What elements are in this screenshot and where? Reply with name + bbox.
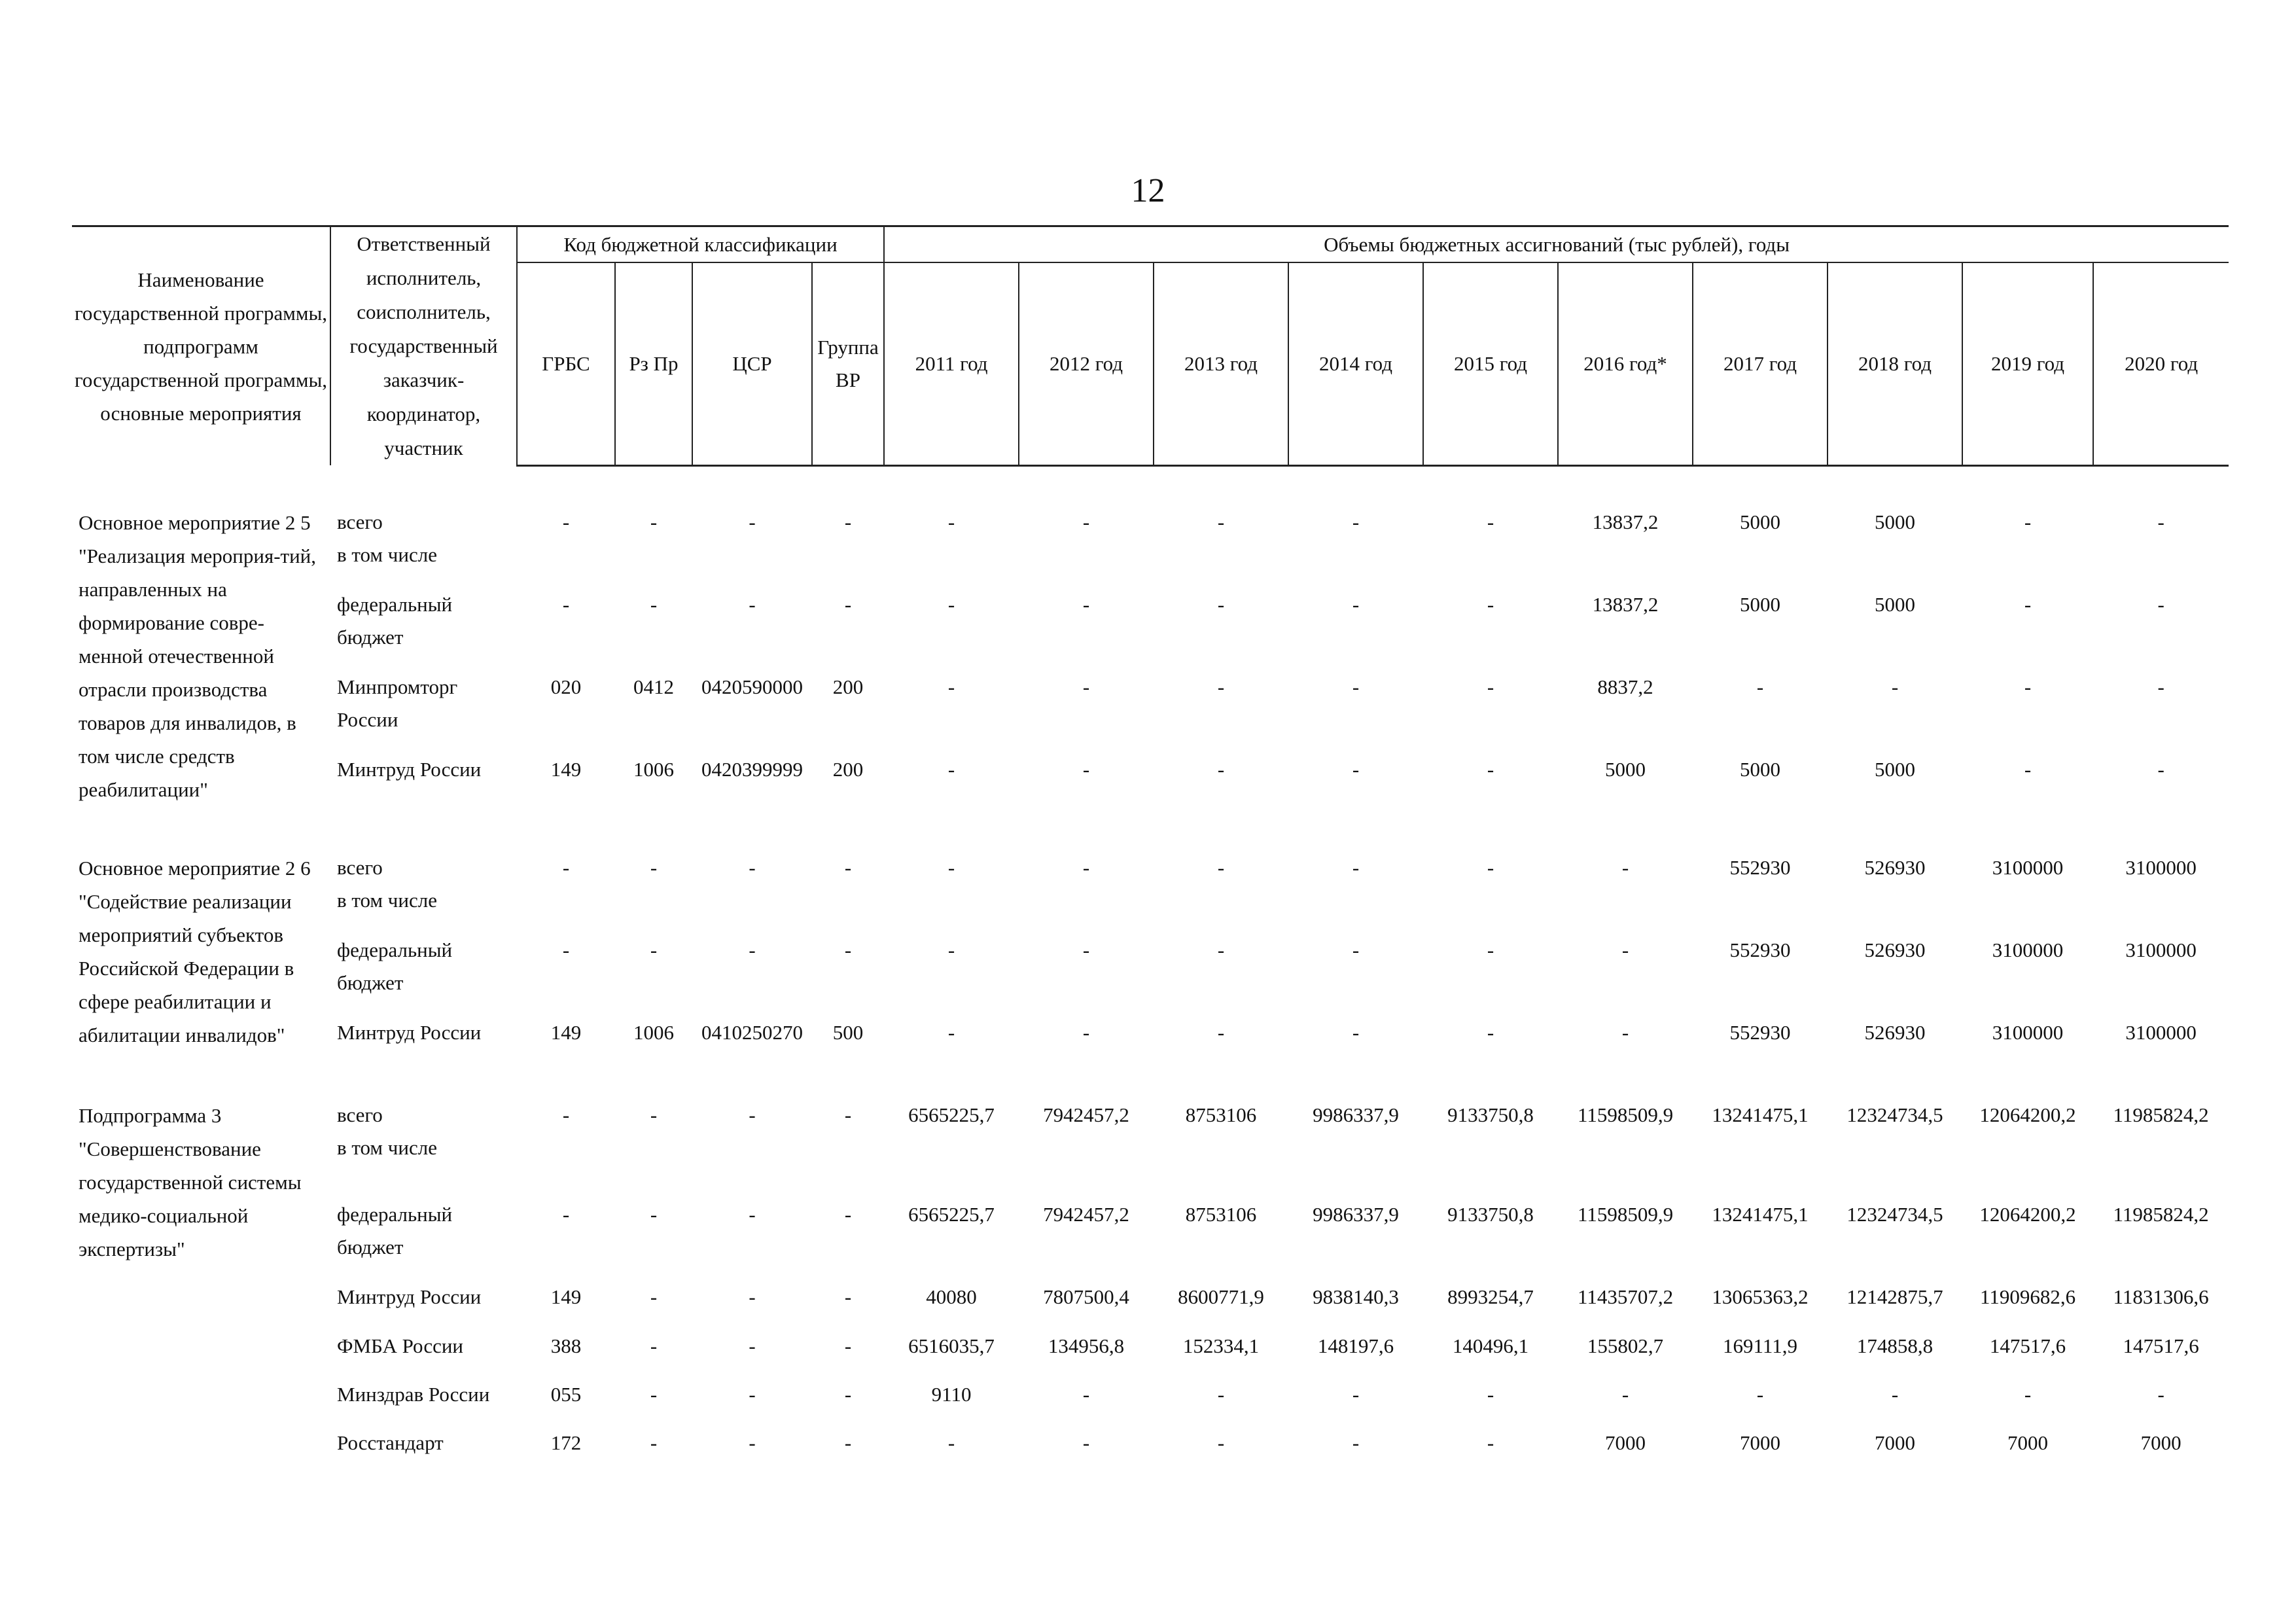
- value-cell: 7000: [1875, 1431, 1916, 1454]
- value-cell: -: [1352, 938, 1360, 961]
- budget-table: [72, 225, 2229, 1475]
- value-cell: -: [2024, 675, 2032, 698]
- value-cell: 9110: [931, 1382, 972, 1406]
- value-cell: -: [1352, 675, 1360, 698]
- header-year-2016: 2016 год*: [1558, 262, 1693, 465]
- value-cell: 12064200,2: [1979, 1103, 2076, 1126]
- csr-cell: 0410250270: [701, 1020, 803, 1044]
- value-cell: 5000: [1740, 592, 1781, 616]
- row-responsible: [330, 1281, 517, 1330]
- value-cell: 7807500,4: [1043, 1285, 1129, 1308]
- value-cell: -: [947, 1020, 955, 1044]
- value-cell: -: [947, 1431, 955, 1454]
- value-cell: 5000: [1740, 510, 1781, 533]
- value-cell: 11435707,2: [1577, 1285, 1674, 1308]
- resp-label: всего: [337, 510, 383, 533]
- row-responsible: [330, 1330, 517, 1378]
- row-responsible: [330, 1427, 517, 1475]
- value-cell: -: [1352, 510, 1360, 533]
- row-responsible: [330, 1016, 517, 1099]
- value-cell: 174858,8: [1856, 1334, 1934, 1357]
- header-name: Наименование государственной программы, подпрограмм государственной программы, основные мероприятия: [72, 226, 330, 466]
- table-row: [72, 1378, 2229, 1427]
- value-cell: -: [947, 855, 955, 879]
- row-responsible: [330, 1198, 517, 1281]
- table-row: [72, 753, 2229, 836]
- value-cell: -: [1082, 675, 1090, 698]
- csr-cell: -: [749, 1285, 756, 1308]
- header-grbs: ГРБС: [517, 262, 615, 465]
- resp-label: всего: [337, 1103, 383, 1126]
- csr-cell: -: [749, 1334, 756, 1357]
- rzpr-cell: -: [650, 1382, 658, 1406]
- value-cell: 526930: [1864, 938, 1926, 961]
- vr-cell: -: [844, 855, 852, 879]
- vr-cell: -: [844, 1285, 852, 1308]
- csr-cell: -: [749, 1431, 756, 1454]
- table-row: [72, 506, 2229, 588]
- value-cell: -: [1891, 1382, 1899, 1406]
- row-responsible: [330, 753, 517, 836]
- header-year-2019: 2019 год: [1962, 262, 2093, 465]
- value-cell: -: [1891, 675, 1899, 698]
- value-cell: 140496,1: [1452, 1334, 1529, 1357]
- value-cell: 6565225,7: [908, 1103, 995, 1126]
- resp-label: Минтруд России: [337, 757, 482, 781]
- csr-cell: -: [749, 855, 756, 879]
- value-cell: 7942457,2: [1043, 1202, 1129, 1226]
- csr-cell: 0420399999: [701, 757, 803, 781]
- header-year-2020: 2020 год: [2093, 262, 2229, 465]
- resp-sublabel: в том числе: [337, 888, 437, 912]
- value-cell: 11831306,6: [2113, 1285, 2209, 1308]
- value-cell: -: [1487, 510, 1494, 533]
- value-cell: -: [1082, 855, 1090, 879]
- value-cell: -: [947, 757, 955, 781]
- value-cell: -: [947, 510, 955, 533]
- value-cell: 12142875,7: [1846, 1285, 1943, 1308]
- header-csr: ЦСР: [692, 262, 812, 465]
- value-cell: -: [1217, 1382, 1225, 1406]
- value-cell: 9986337,9: [1313, 1103, 1399, 1126]
- vr-cell: 200: [832, 675, 864, 698]
- value-cell: -: [2024, 757, 2032, 781]
- value-cell: -: [1082, 1382, 1090, 1406]
- rzpr-cell: -: [650, 1202, 658, 1226]
- value-cell: 134956,8: [1048, 1334, 1125, 1357]
- value-cell: -: [1352, 757, 1360, 781]
- header-year-2013: 2013 год: [1154, 262, 1288, 465]
- value-cell: -: [1487, 938, 1494, 961]
- resp-label: ФМБА России: [337, 1334, 464, 1357]
- row-responsible: [330, 671, 517, 753]
- table-row: [72, 1198, 2229, 1281]
- value-cell: 3100000: [2125, 1020, 2197, 1044]
- csr-cell: -: [749, 592, 756, 616]
- grbs-cell: 149: [550, 1020, 582, 1044]
- value-cell: -: [1082, 510, 1090, 533]
- value-cell: -: [1217, 592, 1225, 616]
- value-cell: 12324734,5: [1846, 1202, 1943, 1226]
- resp-sublabel: бюджет: [337, 971, 404, 994]
- vr-cell: -: [844, 1334, 852, 1357]
- header-year-2015: 2015 год: [1423, 262, 1558, 465]
- row-responsible: [330, 851, 517, 934]
- table-row: [72, 851, 2229, 934]
- grbs-cell: -: [562, 1103, 570, 1126]
- value-cell: 12064200,2: [1979, 1202, 2076, 1226]
- vr-cell: -: [844, 1103, 852, 1126]
- value-cell: -: [1487, 855, 1494, 879]
- rzpr-cell: 1006: [633, 1020, 674, 1044]
- value-cell: -: [1487, 675, 1494, 698]
- grbs-cell: -: [562, 855, 570, 879]
- resp-label: Минпромторг: [337, 675, 458, 698]
- value-cell: 13241475,1: [1712, 1103, 1809, 1126]
- grbs-cell: -: [562, 510, 570, 533]
- header-vr: Группа ВР: [812, 262, 884, 465]
- section-name: Подпрограмма 3 "Совершенствование государственной системы медико-социальной экспертизы": [79, 1103, 302, 1260]
- value-cell: -: [947, 938, 955, 961]
- value-cell: 11985824,2: [2113, 1103, 2209, 1126]
- value-cell: 13241475,1: [1712, 1202, 1809, 1226]
- value-cell: -: [1756, 1382, 1764, 1406]
- table-row: [72, 1016, 2229, 1099]
- section-name: Основное мероприятие 2 5 "Реализация мероприя-тий, направленных на формирование совре-менной отечественной отрасли производства товаров для инвалидов, в том числе средств реабилитации": [79, 510, 317, 801]
- value-cell: 11985824,2: [2113, 1202, 2209, 1226]
- value-cell: -: [1487, 757, 1494, 781]
- rzpr-cell: 0412: [633, 675, 674, 698]
- vr-cell: -: [844, 938, 852, 961]
- value-cell: 526930: [1864, 855, 1926, 879]
- value-cell: -: [1082, 592, 1090, 616]
- rzpr-cell: -: [650, 938, 658, 961]
- grbs-cell: 388: [550, 1334, 582, 1357]
- value-cell: -: [1352, 1382, 1360, 1406]
- csr-cell: 0420590000: [701, 675, 803, 698]
- rzpr-cell: -: [650, 1103, 658, 1126]
- resp-label: федеральный: [337, 592, 453, 616]
- grbs-cell: 149: [550, 1285, 582, 1308]
- table-row: [72, 671, 2229, 753]
- table-body: [72, 465, 2229, 1475]
- value-cell: -: [1352, 1020, 1360, 1044]
- header-year-2012: 2012 год: [1019, 262, 1154, 465]
- resp-sublabel: в том числе: [337, 543, 437, 566]
- value-cell: -: [1217, 675, 1225, 698]
- value-cell: -: [947, 675, 955, 698]
- value-cell: -: [1487, 1431, 1494, 1454]
- row-responsible: [330, 588, 517, 671]
- resp-label: Росстандарт: [337, 1431, 444, 1454]
- value-cell: -: [2157, 675, 2164, 698]
- value-cell: -: [1217, 510, 1225, 533]
- table-row: [72, 1427, 2229, 1475]
- vr-cell: -: [844, 1202, 852, 1226]
- value-cell: -: [1352, 1431, 1360, 1454]
- value-cell: 13837,2: [1592, 592, 1659, 616]
- value-cell: -: [1217, 938, 1225, 961]
- grbs-cell: 020: [550, 675, 582, 698]
- value-cell: -: [1487, 1020, 1494, 1044]
- value-cell: 147517,6: [1989, 1334, 2066, 1357]
- value-cell: 148197,6: [1317, 1334, 1394, 1357]
- header-year-2014: 2014 год: [1288, 262, 1423, 465]
- value-cell: 5000: [1605, 757, 1646, 781]
- rzpr-cell: -: [650, 1285, 658, 1308]
- value-cell: -: [1621, 938, 1629, 961]
- value-cell: 147517,6: [2123, 1334, 2199, 1357]
- row-responsible: [330, 934, 517, 1016]
- resp-label: всего: [337, 855, 383, 879]
- value-cell: 155802,7: [1587, 1334, 1664, 1357]
- rzpr-cell: -: [650, 510, 658, 533]
- rzpr-cell: -: [650, 1431, 658, 1454]
- rzpr-cell: -: [650, 855, 658, 879]
- value-cell: -: [947, 592, 955, 616]
- value-cell: -: [1621, 1020, 1629, 1044]
- resp-label: федеральный: [337, 938, 453, 961]
- csr-cell: -: [749, 1382, 756, 1406]
- value-cell: -: [2157, 510, 2164, 533]
- value-cell: -: [1217, 855, 1225, 879]
- value-cell: -: [2024, 592, 2032, 616]
- rzpr-cell: 1006: [633, 757, 674, 781]
- vr-cell: 500: [832, 1020, 864, 1044]
- grbs-cell: 172: [550, 1431, 582, 1454]
- csr-cell: -: [749, 938, 756, 961]
- value-cell: 8837,2: [1597, 675, 1653, 698]
- value-cell: 7942457,2: [1043, 1103, 1129, 1126]
- resp-label: Минтруд России: [337, 1285, 482, 1308]
- table-row: [72, 934, 2229, 1016]
- resp-label: федеральный: [337, 1202, 453, 1226]
- value-cell: 12324734,5: [1846, 1103, 1943, 1126]
- page-number: 12: [1131, 172, 1165, 209]
- value-cell: 9133750,8: [1447, 1202, 1534, 1226]
- value-cell: 11598509,9: [1577, 1202, 1674, 1226]
- value-cell: -: [1621, 855, 1629, 879]
- value-cell: -: [1217, 1020, 1225, 1044]
- csr-cell: -: [749, 1202, 756, 1226]
- grbs-cell: -: [562, 1202, 570, 1226]
- header-rzpr: Рз Пр: [615, 262, 692, 465]
- value-cell: -: [1082, 1020, 1090, 1044]
- value-cell: 3100000: [1992, 855, 2064, 879]
- value-cell: 3100000: [2125, 938, 2197, 961]
- value-cell: 9133750,8: [1447, 1103, 1534, 1126]
- grbs-cell: -: [562, 592, 570, 616]
- value-cell: 5000: [1740, 757, 1781, 781]
- value-cell: 3100000: [1992, 938, 2064, 961]
- resp-sublabel: в том числе: [337, 1135, 437, 1159]
- value-cell: -: [1217, 757, 1225, 781]
- header-year-2018: 2018 год: [1828, 262, 1962, 465]
- value-cell: 8993254,7: [1447, 1285, 1534, 1308]
- value-cell: 7000: [1605, 1431, 1646, 1454]
- value-cell: 8600771,9: [1178, 1285, 1264, 1308]
- resp-sublabel: России: [337, 707, 398, 731]
- header-volumes: Объемы бюджетных ассигнований (тыс рублей), годы: [884, 226, 2229, 263]
- value-cell: 6516035,7: [908, 1334, 995, 1357]
- value-cell: 7000: [2007, 1431, 2049, 1454]
- row-responsible: [330, 1378, 517, 1427]
- value-cell: 13837,2: [1592, 510, 1659, 533]
- value-cell: 526930: [1864, 1020, 1926, 1044]
- row-responsible: [330, 1099, 517, 1198]
- header-responsible: Ответственный исполнитель, соисполнитель, государственный заказчик-координатор, участник: [330, 226, 517, 466]
- csr-cell: -: [749, 1103, 756, 1126]
- value-cell: 11909682,6: [1979, 1285, 2076, 1308]
- value-cell: -: [2024, 1382, 2032, 1406]
- grbs-cell: 055: [550, 1382, 582, 1406]
- value-cell: -: [1352, 855, 1360, 879]
- value-cell: -: [1352, 592, 1360, 616]
- value-cell: 9986337,9: [1313, 1202, 1399, 1226]
- value-cell: 552930: [1729, 1020, 1791, 1044]
- table-row: [72, 1099, 2229, 1198]
- value-cell: 3100000: [1992, 1020, 2064, 1044]
- value-cell: -: [2157, 757, 2164, 781]
- value-cell: 6565225,7: [908, 1202, 995, 1226]
- resp-label: Минздрав России: [337, 1382, 490, 1406]
- value-cell: -: [1487, 1382, 1494, 1406]
- header-budget-code: Код бюджетной классификации: [517, 226, 884, 263]
- header-year-2017: 2017 год: [1693, 262, 1828, 465]
- rzpr-cell: -: [650, 1334, 658, 1357]
- vr-cell: -: [844, 510, 852, 533]
- value-cell: 7000: [2140, 1431, 2181, 1454]
- value-cell: 169111,9: [1723, 1334, 1797, 1357]
- vr-cell: -: [844, 1382, 852, 1406]
- value-cell: 552930: [1729, 855, 1791, 879]
- grbs-cell: 149: [550, 757, 582, 781]
- row-responsible: [330, 506, 517, 588]
- value-cell: 11598509,9: [1577, 1103, 1674, 1126]
- value-cell: 7000: [1740, 1431, 1781, 1454]
- value-cell: 8753106: [1185, 1202, 1257, 1226]
- table-row: [72, 588, 2229, 671]
- value-cell: 152334,1: [1182, 1334, 1260, 1357]
- value-cell: -: [1217, 1431, 1225, 1454]
- vr-cell: -: [844, 1431, 852, 1454]
- value-cell: 552930: [1729, 938, 1791, 961]
- table-row: [72, 1281, 2229, 1330]
- table-row: [72, 1330, 2229, 1378]
- rzpr-cell: -: [650, 592, 658, 616]
- section-name: Основное мероприятие 2 6 "Содействие реализации мероприятий субъектов Российской Федерации в сфере реабилитации и абилитации инвалидов": [79, 856, 311, 1046]
- value-cell: 13065363,2: [1712, 1285, 1809, 1308]
- value-cell: -: [1487, 592, 1494, 616]
- value-cell: 5000: [1875, 592, 1916, 616]
- grbs-cell: -: [562, 938, 570, 961]
- value-cell: -: [1082, 938, 1090, 961]
- value-cell: -: [1756, 675, 1764, 698]
- value-cell: -: [2157, 592, 2164, 616]
- resp-sublabel: бюджет: [337, 1235, 404, 1258]
- value-cell: 5000: [1875, 510, 1916, 533]
- value-cell: 3100000: [2125, 855, 2197, 879]
- value-cell: 8753106: [1185, 1103, 1257, 1126]
- value-cell: 9838140,3: [1313, 1285, 1399, 1308]
- vr-cell: -: [844, 592, 852, 616]
- value-cell: -: [1082, 757, 1090, 781]
- value-cell: -: [1082, 1431, 1090, 1454]
- value-cell: -: [2157, 1382, 2164, 1406]
- csr-cell: -: [749, 510, 756, 533]
- header-year-2011: 2011 год: [884, 262, 1019, 465]
- resp-sublabel: бюджет: [337, 625, 404, 649]
- value-cell: 5000: [1875, 757, 1916, 781]
- value-cell: -: [2024, 510, 2032, 533]
- value-cell: 40080: [926, 1285, 977, 1308]
- resp-label: Минтруд России: [337, 1020, 482, 1044]
- value-cell: -: [1621, 1382, 1629, 1406]
- vr-cell: 200: [832, 757, 864, 781]
